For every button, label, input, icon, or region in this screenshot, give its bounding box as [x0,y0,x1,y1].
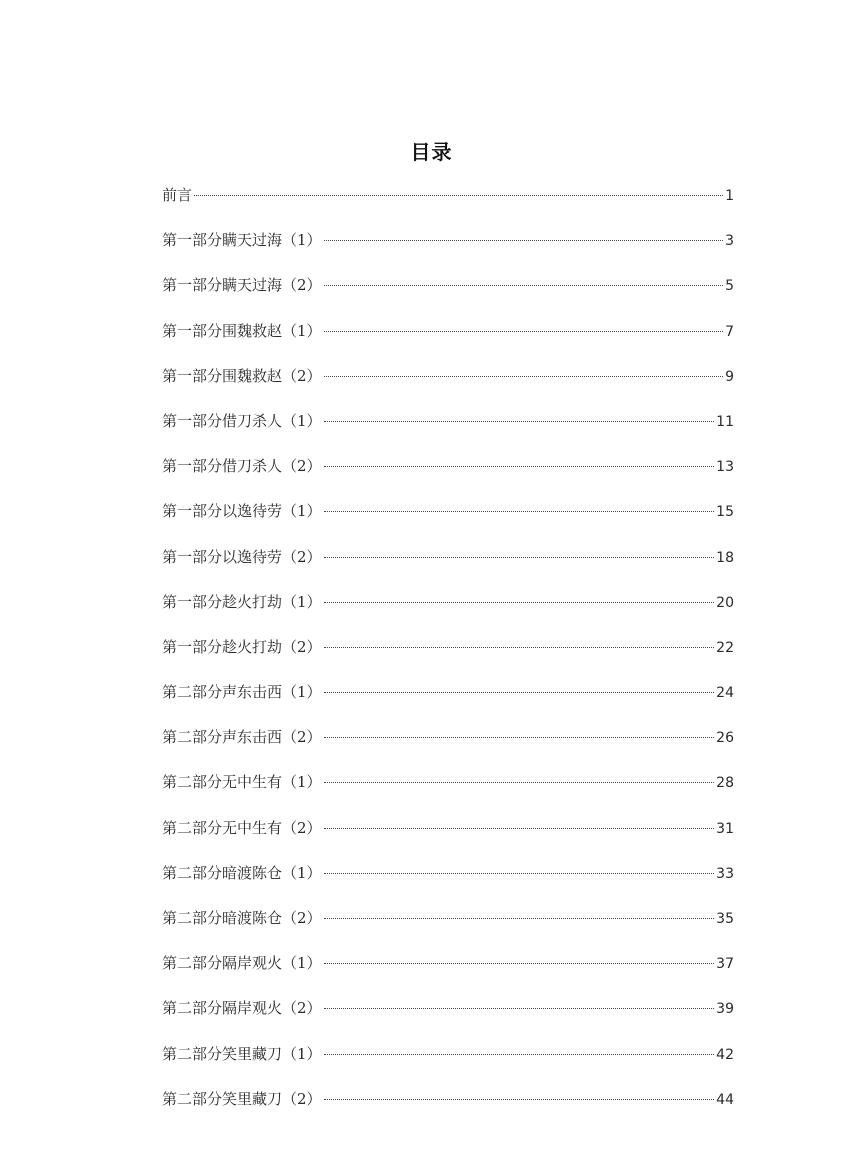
toc-leader-dots [324,421,715,422]
toc-entry[interactable] [162,726,734,771]
toc-leader-dots [324,285,724,286]
toc-entry[interactable] [162,320,734,365]
toc-entry-page: 20 [716,594,734,611]
toc-entry-page: 42 [716,1046,734,1063]
toc-leader-dots [324,692,715,693]
toc-entry-page: 3 [725,233,734,250]
toc-entry-page: 39 [716,1001,734,1018]
toc-entry-label: 第一部分以逸待劳（2） [162,547,322,566]
toc-leader-dots [324,376,724,377]
toc-entry[interactable] [162,591,734,636]
toc-entry-label: 第一部分借刀杀人（2） [162,457,322,476]
toc-entry-page: 26 [716,730,734,747]
toc-leader-dots [324,466,715,467]
toc-leader-dots [324,1099,715,1100]
toc-entry[interactable] [162,636,734,681]
toc-entry[interactable] [162,274,734,319]
toc-entry-label: 第一部分趁火打劫（2） [162,637,322,656]
toc-entry-page: 44 [716,1091,734,1108]
toc-entry-label: 第二部分无中生有（1） [162,773,322,792]
toc-entry-label: 第二部分笑里藏刀（1） [162,1044,322,1063]
toc-entry-page: 24 [716,685,734,702]
toc-entry[interactable] [162,952,734,997]
toc-entry[interactable] [162,184,734,229]
toc-entry-page: 35 [716,911,734,927]
toc-leader-dots [324,918,715,919]
toc-entry-label: 第一部分瞒天过海（2） [162,276,322,295]
toc-leader-dots [324,647,715,648]
toc-entry-label: 第二部分暗渡陈仓（2） [162,909,322,927]
toc-entry[interactable] [162,1043,734,1088]
toc-entry-label: 第一部分以逸待劳（1） [162,502,322,521]
toc-entry-page: 9 [725,368,734,385]
toc-entry-page: 5 [725,278,734,295]
toc-entry-page: 11 [716,413,734,430]
toc-entry-label: 第一部分围魏救赵（1） [162,321,322,340]
toc-entry[interactable] [162,500,734,545]
toc-leader-dots [324,1054,715,1055]
toc-entry-page: 37 [716,956,734,973]
toc-leader-dots [324,602,715,603]
toc-leader-dots [324,557,715,558]
toc-entry-label: 第一部分围魏救赵（2） [162,366,322,385]
toc-entry[interactable] [162,546,734,591]
toc-entry[interactable] [162,817,734,862]
toc-entry-label: 第二部分声东击西（2） [162,728,322,747]
toc-entry-page: 33 [716,865,734,882]
toc-entry-page: 22 [716,639,734,656]
toc-entry-label: 第二部分暗渡陈仓（1） [162,863,322,882]
toc-entry[interactable] [162,681,734,726]
toc-leader-dots [324,782,715,783]
toc-entry-page: 15 [716,504,734,521]
toc-list [162,184,734,1133]
toc-entry[interactable] [162,997,734,1042]
toc-entry-label: 第一部分趁火打劫（1） [162,592,322,611]
toc-leader-dots [324,511,715,512]
toc-entry[interactable] [162,862,734,907]
toc-entry-label: 第一部分瞒天过海（1） [162,231,322,250]
toc-entry[interactable] [162,771,734,816]
toc-entry-page: 13 [716,459,734,476]
toc-entry-label: 第二部分隔岸观火（1） [162,954,322,973]
toc-leader-dots [324,873,715,874]
toc-leader-dots [324,828,715,829]
toc-entry-label: 第二部分笑里藏刀（2） [162,1089,322,1108]
toc-leader-dots [324,331,724,332]
toc-entry[interactable] [162,1088,734,1133]
toc-leader-dots [194,195,723,196]
toc-entry[interactable] [162,229,734,274]
page-title: 目录 [410,140,453,164]
toc-entry-label: 第一部分借刀杀人（1） [162,411,322,430]
toc-entry-page: 31 [716,820,734,837]
toc-entry[interactable] [162,410,734,455]
toc-leader-dots [324,1008,715,1009]
toc-entry-label: 第二部分隔岸观火（2） [162,999,322,1018]
toc-leader-dots [324,240,724,241]
toc-entry-page: 7 [725,323,734,340]
toc-entry-page: 1 [725,188,734,204]
toc-entry-page: 18 [716,549,734,566]
toc-entry-label: 第二部分声东击西（1） [162,683,322,702]
toc-entry-page: 28 [716,775,734,792]
toc-entry[interactable] [162,365,734,410]
toc-leader-dots [324,963,715,964]
toc-entry[interactable] [162,907,734,952]
toc-entry-label: 前言 [162,186,193,204]
toc-entry-label: 第二部分无中生有（2） [162,818,322,837]
toc-entry[interactable] [162,455,734,500]
toc-leader-dots [324,737,715,738]
